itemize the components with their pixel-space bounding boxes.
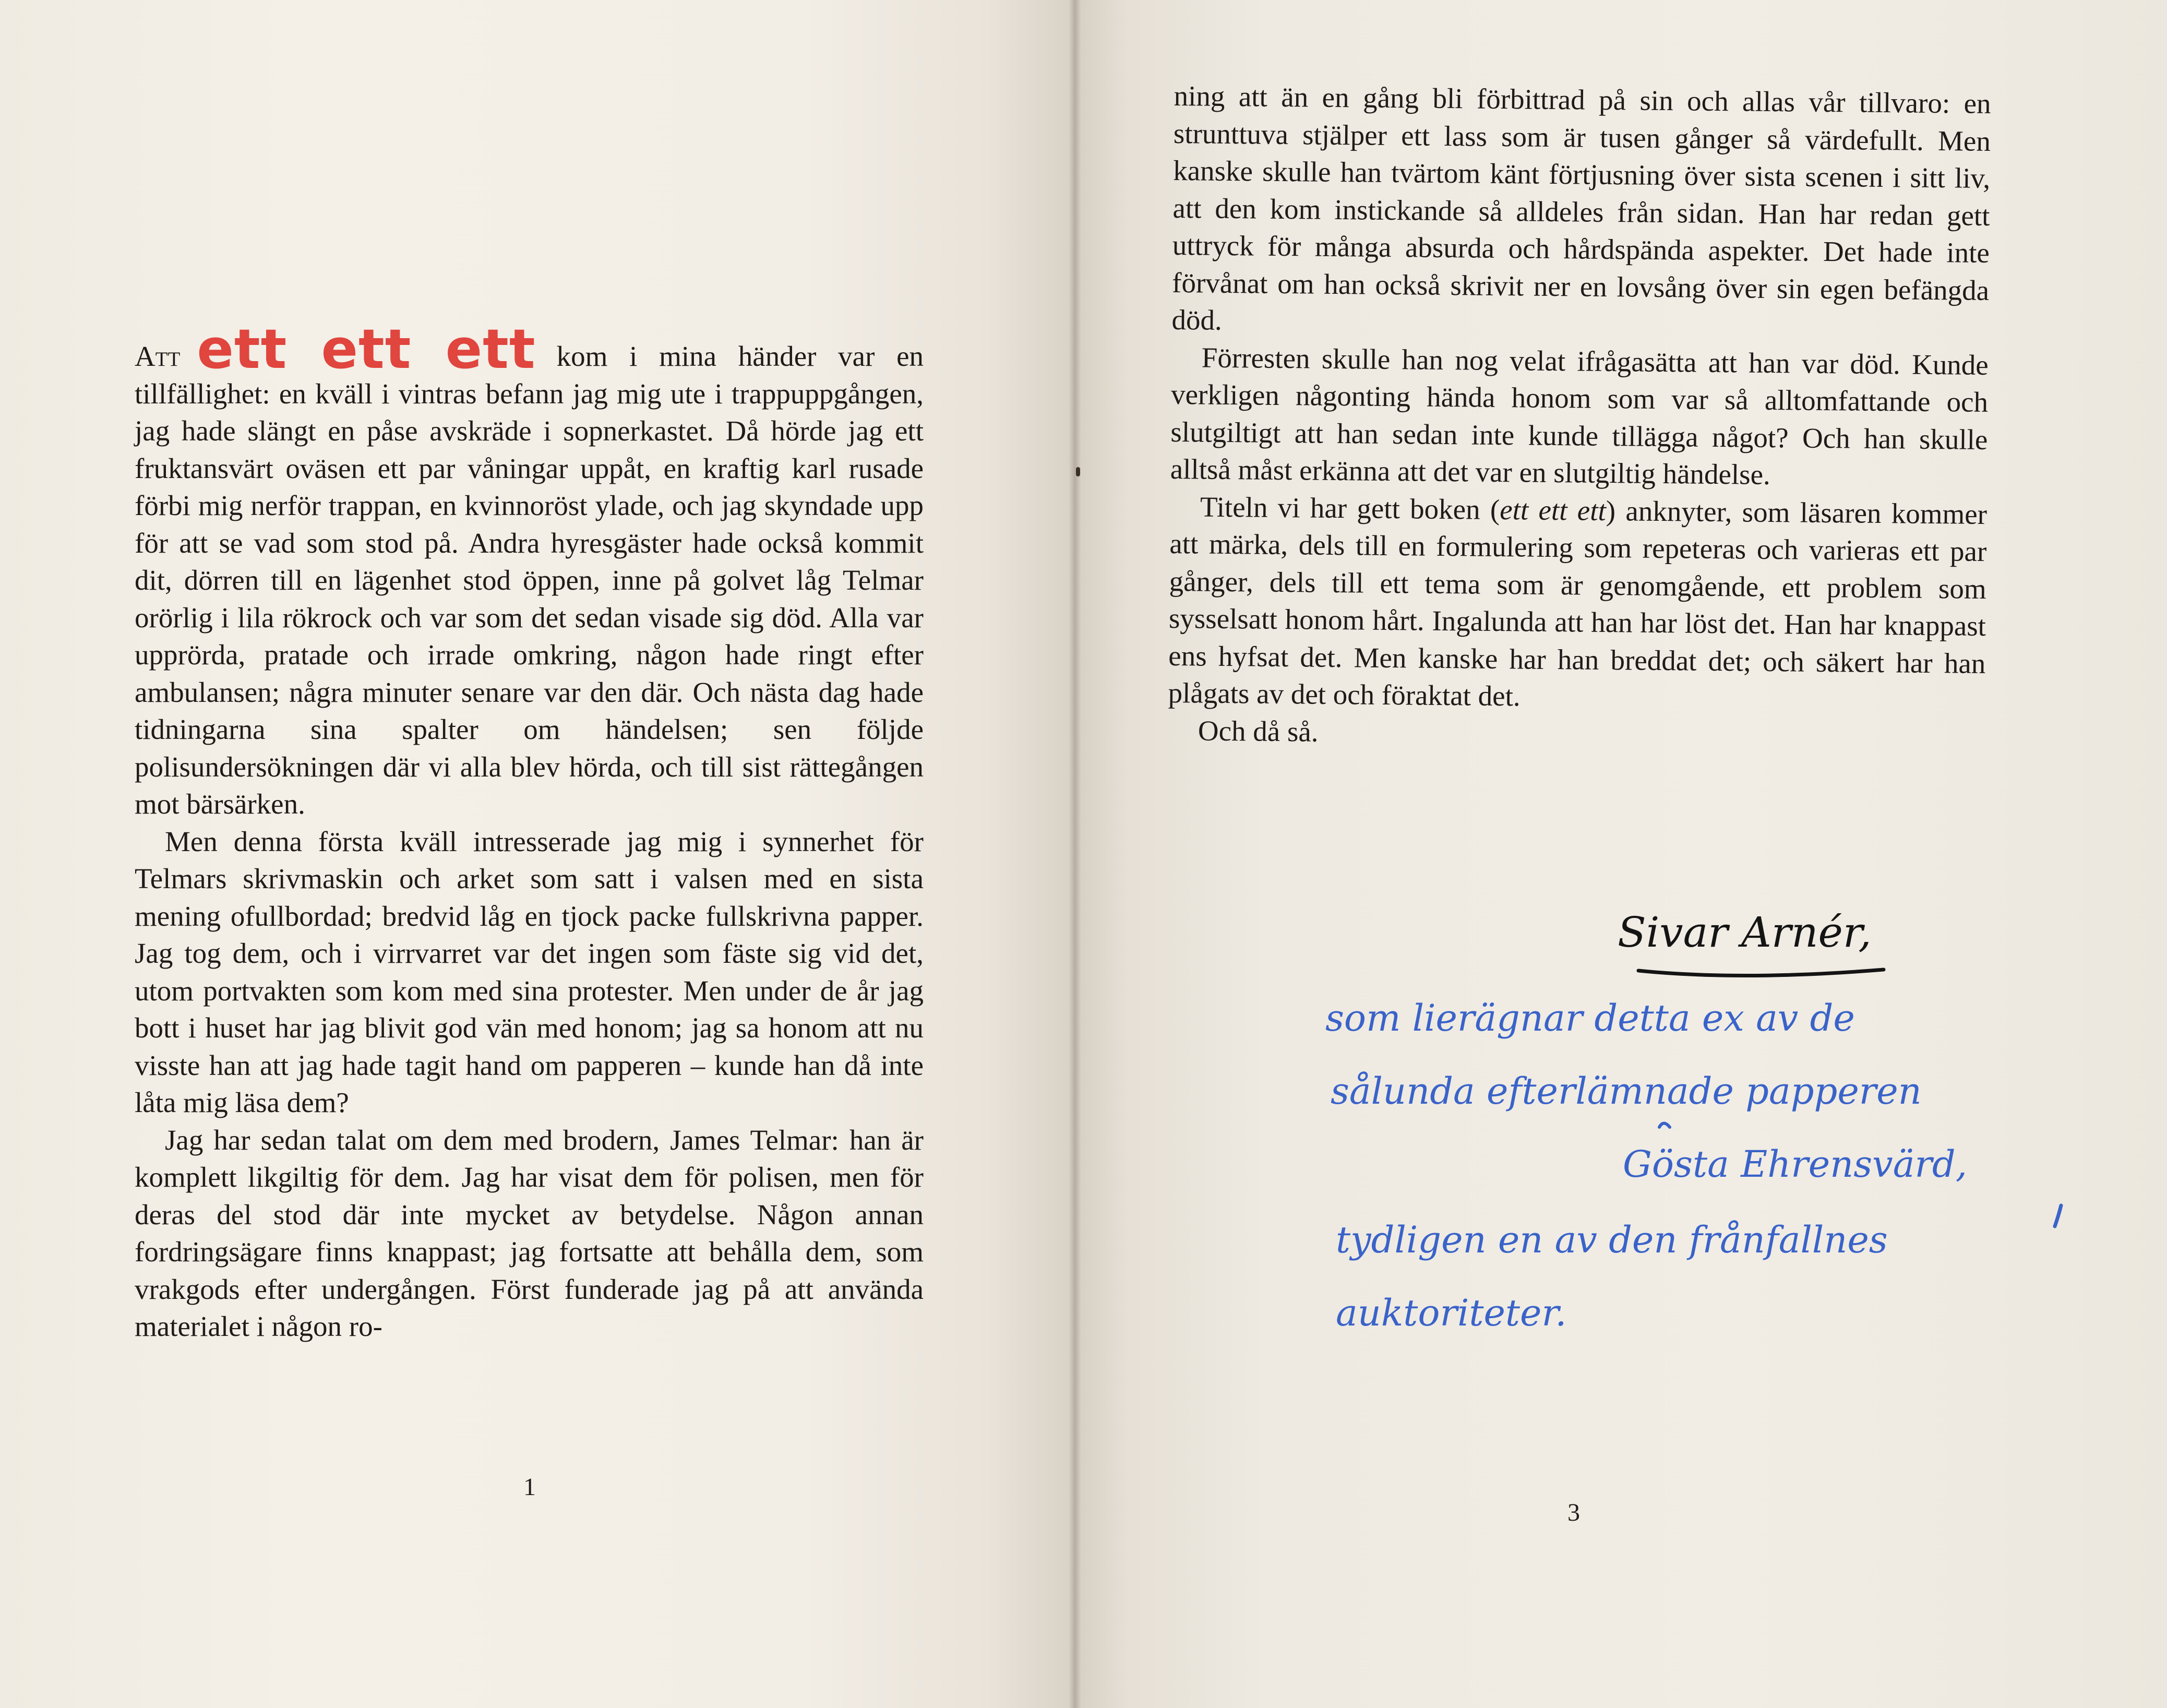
left-page-number: 1 bbox=[523, 1473, 536, 1501]
right-paragraph-4: Och då så. bbox=[1198, 714, 1319, 748]
right-paragraph-2: Förresten skulle han nog velat ifrågasätta att han var död. Kunde verkligen någonting hända honom som var så alltomfattande och slutgiltigt att han sedan inte kunde tillägga något? Och han skulle alltså måst erkänna att det var en slutgiltig händelse. bbox=[1170, 341, 1989, 491]
right-page-text bbox=[1168, 77, 1991, 757]
title-italic: ett ett ett bbox=[1499, 493, 1607, 527]
left-paragraph-1-text: kom i mina händer var en tillfällighet: en kväll i vintras befann jag mig ute i trappuppgången, jag hade slängt en påse avskräde i sopnerkastet. Då hörde jag ett fruktansvärt oväsen ett par våningar uppåt, en kraftig karl rusade förbi mig nerför trappan, en kvinnoröst ylade, och jag skyndade upp för att se vad som stod på. Andra hyresgäster hade också kommit dit, dörren till en lägenhet stod öppen, inne på golvet låg Telmar orörlig i lila rökrock och var som det sedan visade sig död. Alla var upprörda, pratade och irrade omkring, någon hade ringt efter ambulansen; några minuter senare var den där. Och nästa dag hade tidningarna sina spalter om händelsen; sen följde polisundersökningen där vi alla blev hörda, och till sist rättegången mot bärsärken. bbox=[135, 340, 924, 820]
inscription-line-4: tydligen en av den frånfallnes bbox=[1336, 1219, 1888, 1261]
right-paragraph-1: ning att än en gång bli förbittrad på sin och allas vår tillvaro: en strunttuva stjälper ett lass som är tusen gånger så värdefullt. Men kanske skulle han tvärtom känt förtjusning över sista scenen i sitt liv, att den kom instickande så alldeles från sidan. Han har redan gett uttryck för många absurda och hårdspända aspekter. Det hade inte förvånat om han också skrivit ner en lovsång över sin egen befängda död. bbox=[1171, 79, 1991, 336]
inscription-line-2: sålunda efterlämnade papperen bbox=[1331, 1070, 1922, 1113]
left-paragraph-1 bbox=[135, 317, 924, 823]
paper-speck bbox=[1076, 467, 1080, 476]
right-paragraph-3-start: Titeln vi har gett boken ( bbox=[1200, 491, 1500, 525]
inscription-line-1: som lierägnar detta ex av de bbox=[1325, 997, 1855, 1040]
inscription-line-5: auktoriteter. bbox=[1336, 1292, 1567, 1334]
left-paragraph-3: Jag har sedan talat om dem med brodern, James Telmar: han är komplett likgiltig för dem. Jag har visat dem för polisen, men för deras del stod där inte mycket av betydelse. Någon annan fordringsägare finns knappast; jag fortsatte att behålla dem, som vrakgods efter undergången. Först funderade jag på att använda materialet i någon ro- bbox=[135, 1124, 924, 1342]
book-title-red: ett ett ett bbox=[197, 317, 536, 381]
right-page-number: 3 bbox=[1567, 1499, 1580, 1526]
inscription-line-3: Gösta Ehrensvärd, bbox=[1623, 1143, 1967, 1186]
book-gutter bbox=[1069, 0, 1081, 1708]
handwritten-inscription bbox=[1325, 908, 2082, 1378]
signature-sivar-arner: Sivar Arnér, bbox=[1618, 908, 1872, 957]
right-paragraph-3-end: ) anknyter, som läsaren kommer att märka, dels till en formulering som repeteras och varieras ett par gånger, dels till ett tema som är genomgående, ett problem som sysselsatt honom hårt. Ingalunda att han har löst det. Han har knappast ens hyfsat det. Men kanske har han breddat det; och säkert har han plågats av det och föraktat det. bbox=[1168, 494, 1988, 712]
right-paragraph-3 bbox=[1168, 487, 1987, 719]
left-page-text bbox=[135, 317, 924, 1345]
lead-word: Att bbox=[135, 340, 181, 372]
left-paragraph-2: Men denna första kväll intresserade jag mig i synnerhet för Telmars skrivmaskin och arket som satt i valsen med en sista mening ofullbordad; bredvid låg en tjock packe fullskrivna papper. Jag tog dem, och i virrvarret var det ingen som fäste sig vid det, utom portvakten som kom med sina protester. Men under de år jag bott i huset har jag blivit god vän med honom; jag sa honom att nu visste han att jag hade tagit hand om papperen – kunde han då inte låta mig läsa dem? bbox=[135, 825, 924, 1118]
